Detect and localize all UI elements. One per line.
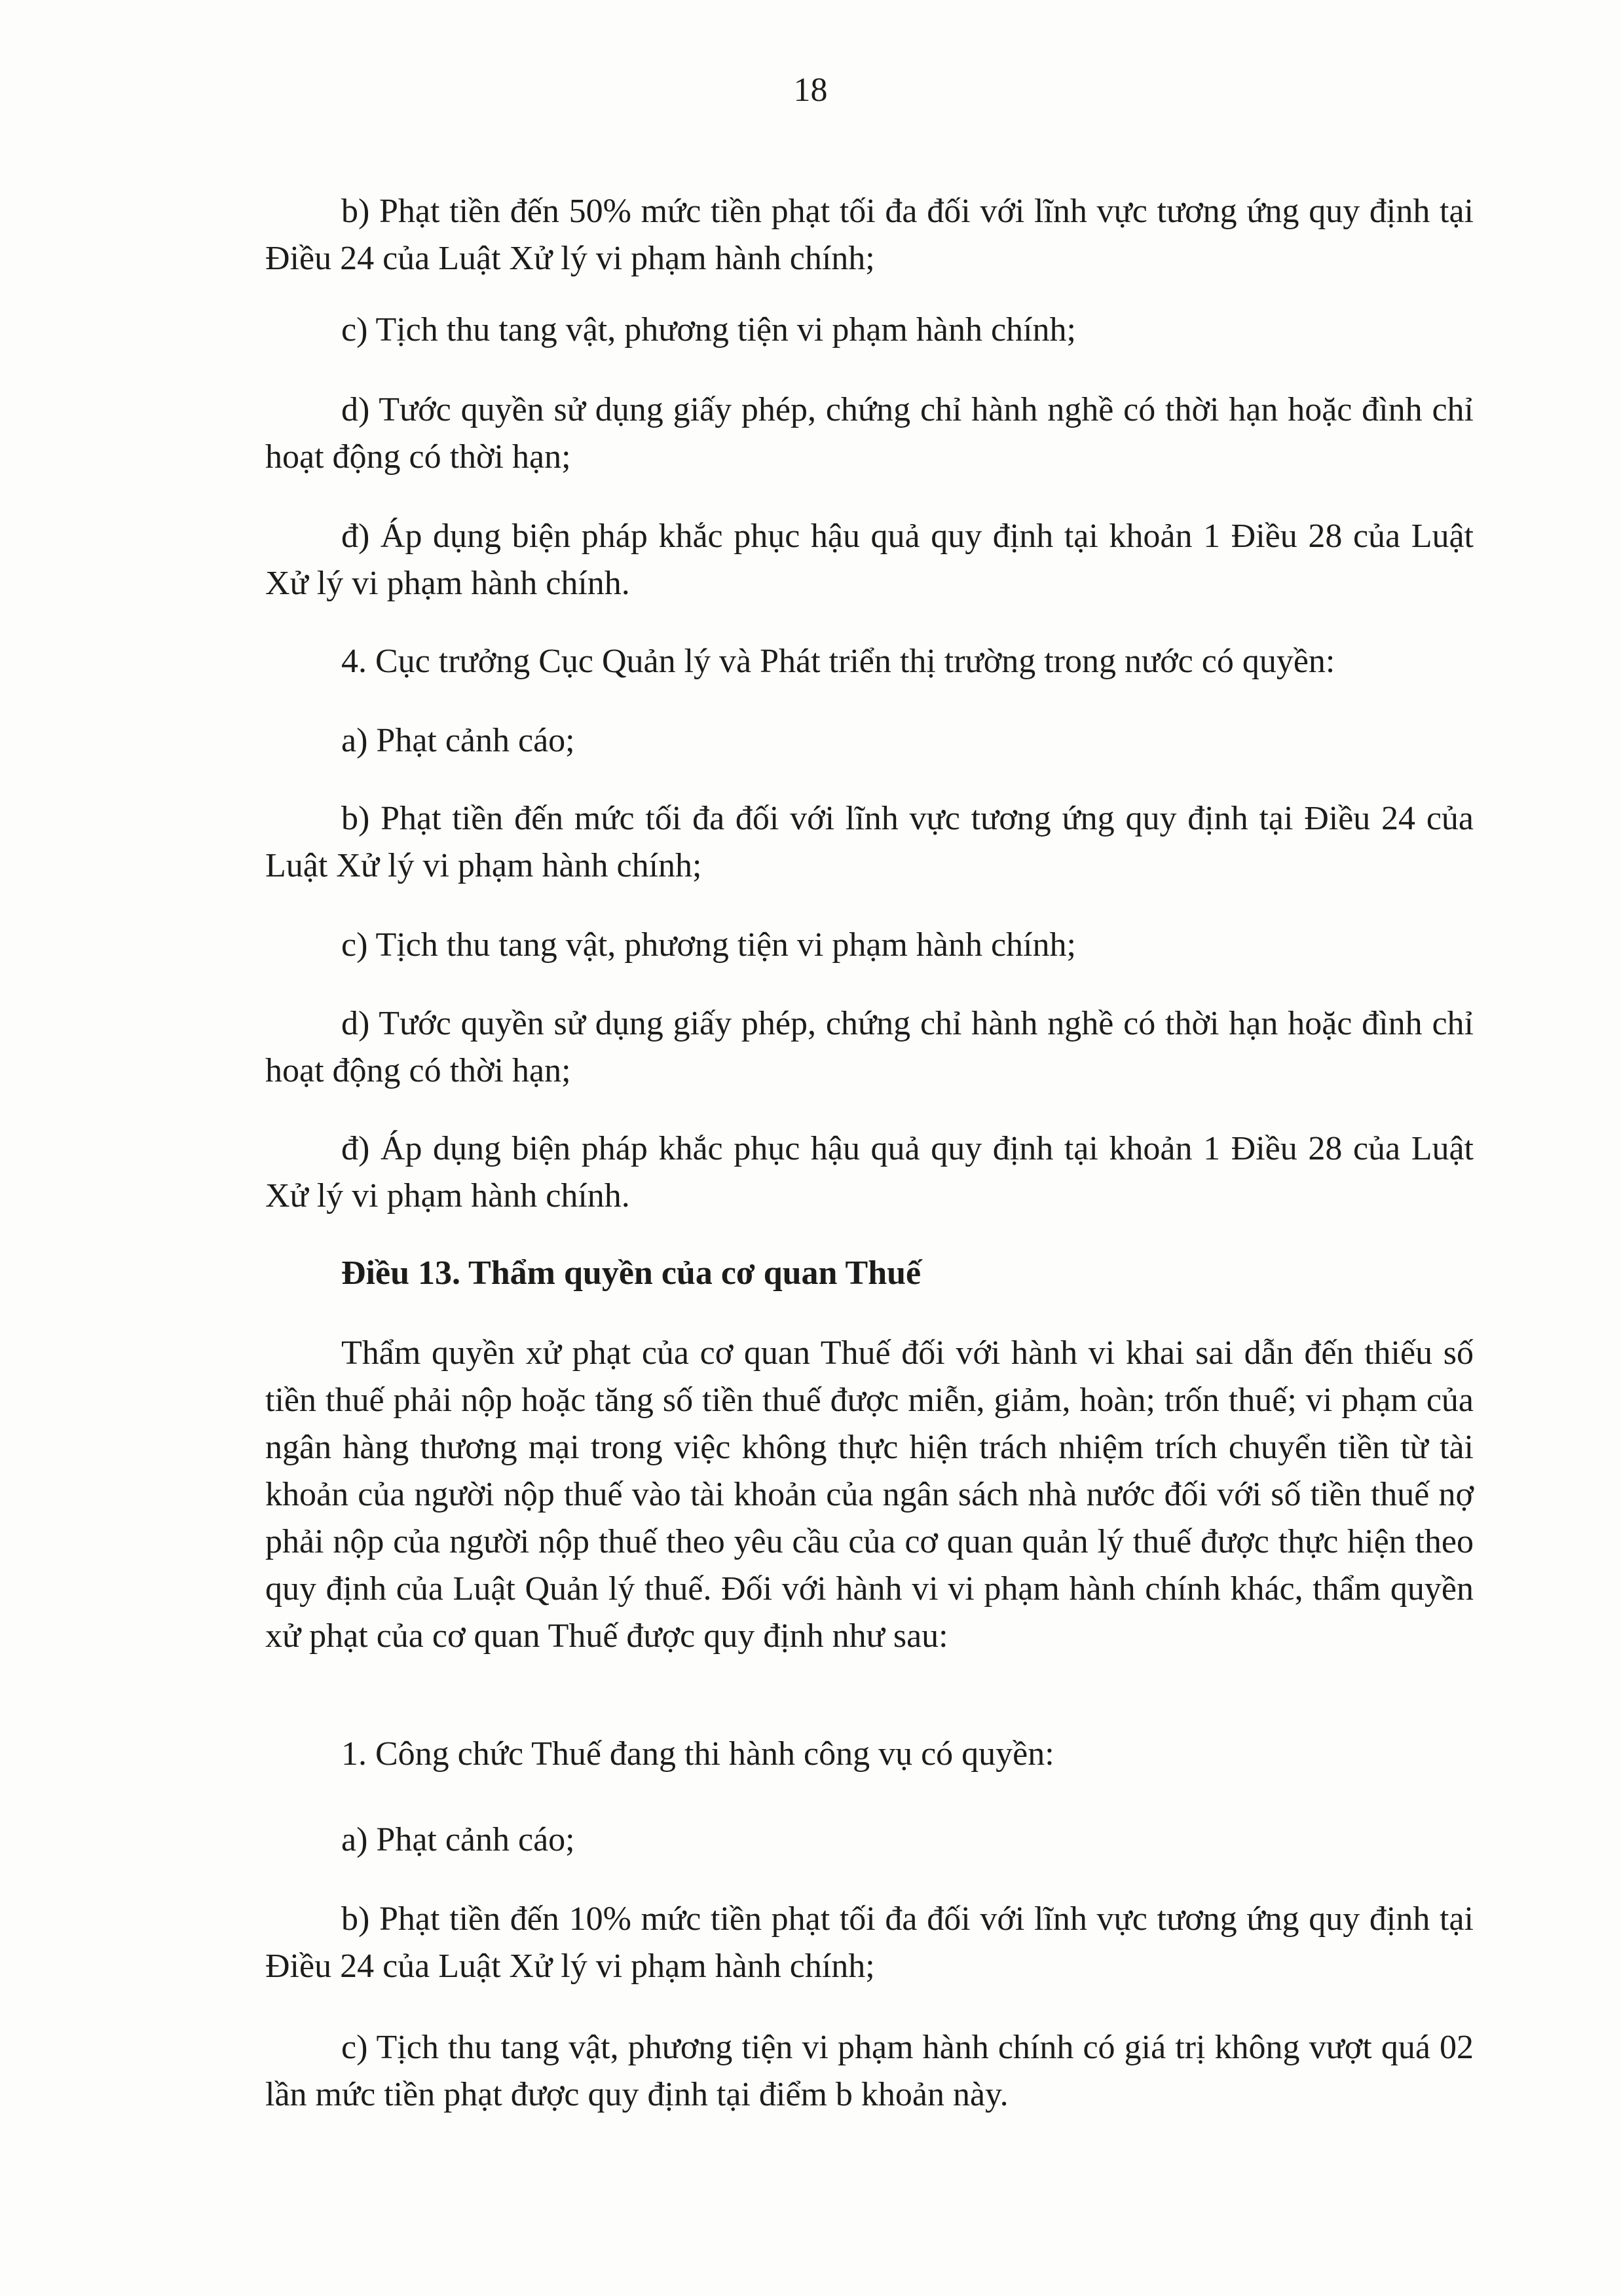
article-intro-paragraph: Thẩm quyền xử phạt của cơ quan Thuế đối với hành vi khai sai dẫn đến thiếu số tiền thuế phải nộp hoặc tăng số tiền thuế được miễn, giảm, hoàn; trốn thuế; vi phạm của ngân hàng thương mại trong việc không thực hiện trách nhiệm trích chuyển tiền từ tài khoản của người nộp thuế vào tài khoản của ngân sách nhà nước đối với số tiền thuế nợ phải nộp của người nộp thuế theo yêu cầu của cơ quan quản lý thuế được thực hiện theo quy định của Luật Quản lý thuế. Đối với hành vi vi phạm hành chính khác, thẩm quyền xử phạt của cơ quan Thuế được quy định như sau: [265,1334,1474,1655]
page-number: 18 [793,71,828,109]
paragraph: a) Phạt cảnh cáo; [341,722,575,759]
article-heading: Điều 13. Thẩm quyền của cơ quan Thuế [341,1254,922,1292]
paragraph: 4. Cục trưởng Cục Quản lý và Phát triển thị trường trong nước có quyền: [341,643,1335,680]
paragraph: đ) Áp dụng biện pháp khắc phục hậu quả quy định tại khoản 1 Điều 28 của Luật Xử lý vi phạm hành chính. [265,1130,1474,1214]
paragraph: b) Phạt tiền đến 10% mức tiền phạt tối đa đối với lĩnh vực tương ứng quy định tại Điều 24 của Luật Xử lý vi phạm hành chính; [265,1900,1474,1985]
paragraph: d) Tước quyền sử dụng giấy phép, chứng chỉ hành nghề có thời hạn hoặc đình chỉ hoạt động có thời hạn; [265,391,1474,476]
paragraph: a) Phạt cảnh cáo; [341,1821,575,1858]
paragraph: 1. Công chức Thuế đang thi hành công vụ có quyền: [341,1735,1054,1773]
paragraph: c) Tịch thu tang vật, phương tiện vi phạm hành chính; [341,926,1076,964]
paragraph: đ) Áp dụng biện pháp khắc phục hậu quả quy định tại khoản 1 Điều 28 của Luật Xử lý vi phạm hành chính. [265,518,1474,602]
paragraph: c) Tịch thu tang vật, phương tiện vi phạm hành chính; [341,311,1076,348]
paragraph: b) Phạt tiền đến mức tối đa đối với lĩnh vực tương ứng quy định tại Điều 24 của Luật Xử lý vi phạm hành chính; [265,800,1474,884]
paragraph: b) Phạt tiền đến 50% mức tiền phạt tối đa đối với lĩnh vực tương ứng quy định tại Điều 24 của Luật Xử lý vi phạm hành chính; [265,193,1474,277]
paragraph: d) Tước quyền sử dụng giấy phép, chứng chỉ hành nghề có thời hạn hoặc đình chỉ hoạt động có thời hạn; [265,1005,1474,1089]
paragraph: c) Tịch thu tang vật, phương tiện vi phạm hành chính có giá trị không vượt quá 02 lần mức tiền phạt được quy định tại điểm b khoản này. [265,2029,1474,2113]
